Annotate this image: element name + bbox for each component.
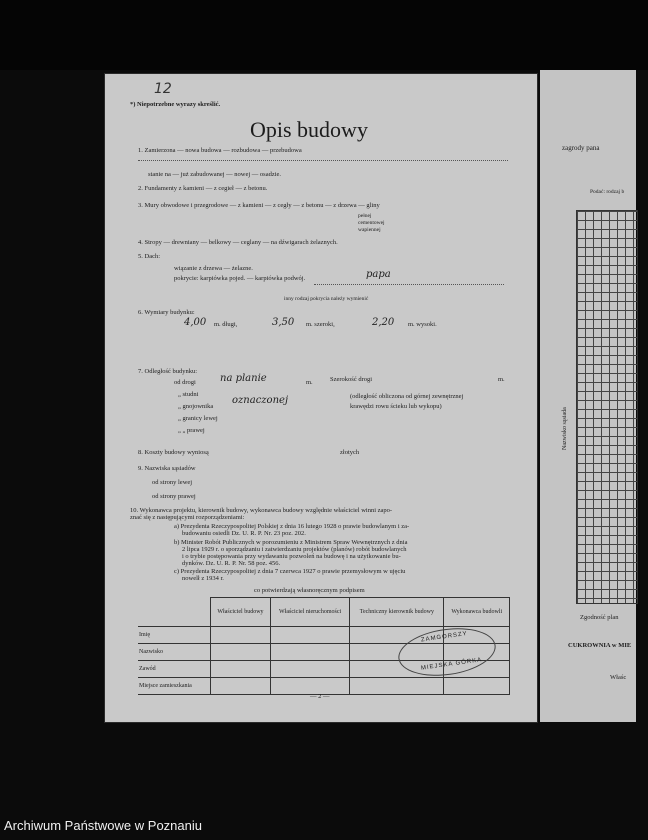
item-10c1: c) Prezydenta Rzeczypospolitej z dnia 7 czerwca 1927 o prawie przemysłowym w ujęciu [174,568,406,575]
item-10a2: budowaniu osiedli Dz. U. R. P. Nr. 23 poz. 202. [182,530,306,537]
item-3a: pełnej [358,213,372,219]
item-10b1: b) Minister Robót Publicznych w porozumieniu z Ministrem Spraw Wewnętrznych z dnia [174,539,408,546]
item-9: 9. Nazwiska sąsiadów [138,465,196,472]
row-label: Nazwisko [138,644,211,661]
item-10a1: a) Prezydenta Rzeczypospolitej Polskiej z dnia 16 lutego 1928 o prawie budowlanym i za- [174,523,410,530]
right-footer-3: Właśc [610,674,627,681]
item-1: 1. Zamierzona — nowa budowa — rozbudowa — przebudowa [138,147,302,154]
width-label: m. szeroki, [306,321,335,328]
top-dark-strip [0,0,648,70]
col-header-3: Wykonawca budowli [444,598,510,627]
right-page [540,70,636,722]
item-7a: od drogi [174,379,196,386]
item-3c: wapiennej [358,227,381,233]
item-10b2: 2 lipca 1929 r. o sporządzaniu i zatwierdzaniu projektów (planów) robót budowlanych [182,546,407,553]
item-5: 5. Dach: [138,253,161,260]
col-header-1: Właściciel nieruchomości [270,598,349,627]
item-5a: wiązanie z drzewa — żelazne. [174,265,253,272]
item-3b: cementowej [358,220,385,226]
length-value: 4,00 [184,317,207,328]
item-10b: znać się z następującymi rozporządzeniami: [130,514,245,521]
stamp-bottom-text: MIEJSKA GÓRKA [420,657,483,672]
page-foot: — 2 — [310,693,330,700]
road-note-1: (odległość obliczona od górnej zewnętrznej [350,393,464,400]
row-label: Imię [138,627,211,644]
road-width-unit: m. [498,376,505,383]
height-label: m. wysoki. [408,321,437,328]
item-9b: od strony prawej [152,493,196,500]
page-number-handwritten: 12 [154,81,172,97]
item-5b: pokrycie: karpiówka pojed. — karpiówka podwój. [174,275,306,282]
item-3: 3. Mury obwodowe i przegrodowe — z kamieni — z cegły — z betonu — z drzewa — gliny [138,202,380,209]
row-label: Miejsce zamieszkania [138,678,211,695]
col-header-2: Techniczny kierownik budowy [350,598,444,627]
right-footer-1: Zgodność plan [580,614,619,621]
item-10: 10. Wykonawca projektu, kierownik budowy, wykonawca budowy względnie właściciel winni zapo- [130,507,393,514]
row-label: Zawód [138,661,211,678]
manure-distance-handwritten: oznaczonej [232,395,289,406]
neighbor-name-vertical: Nazwisko sąsiada [562,407,568,450]
item-7c: „ gnojownika [178,403,214,410]
form-page [104,73,538,723]
item-7d: „ granicy lewej [178,415,218,422]
stamp-top-text: ZAMGORSZY [420,630,469,644]
item-4: 4. Stropy — drewniany — belkowy — ceglany — na dźwigarach żelaznych. [138,239,338,246]
item-7b: „ studni [178,391,199,398]
item-10b3: i o trybie postępowania przy wydawaniu pozwoleń na budowę i na użytkowanie bu- [182,553,401,560]
item-7e: „ „ prawej [178,427,205,434]
item-9a: od strony lewej [152,479,193,486]
item-2: 2. Fundamenty z kamieni — z cegieł — z betonu. [138,185,268,192]
dotted-line [138,159,508,161]
height-value: 2,20 [372,317,395,328]
graph-paper [576,210,638,604]
confirm-text: co potwierdzają własnoręcznym podpisem [254,587,365,594]
right-footer-2: CUKROWNIA w MIE [568,642,632,649]
table-row [138,678,510,695]
dotted-line [314,283,504,285]
item-7a-unit: m. [306,379,313,386]
right-header: zagrody pana [562,144,600,152]
col-header-0: Właściciel budowy [211,598,271,627]
length-label: m. długi, [214,321,238,328]
item-1b: stanie na — już zabudowanej — nowej — osadzie. [148,171,282,178]
road-width-label: Szerokość drogi [330,376,373,383]
table-corner [138,598,211,627]
item-6: 6. Wymiary budynku: [138,309,195,316]
item-7: 7. Odległość budynku: [138,368,198,375]
road-distance-handwritten: na planie [220,373,267,384]
footnote: *) Niepotrzebne wyrazy skreślić. [130,101,221,108]
page-title: Opis budowy [250,117,368,142]
item-10b4: dynków. Dz. U. R. P. Nr. 58 poz. 456. [182,560,281,567]
road-note-2: krawędzi rowu ścieku lub wykopu) [350,403,442,410]
item-8-unit: złotych [340,449,360,456]
item-5c: inny rodzaj pokrycia należy wymienić [284,296,369,302]
roofing-handwritten: papa [366,269,391,280]
item-10c2: nowelł z 1934 r. [182,575,224,582]
item-8: 8. Koszty budowy wyniosą [138,449,209,456]
width-value: 3,50 [272,317,295,328]
right-sub: Podać: rodzaj b [590,189,625,195]
archive-label: Archiwum Państwowe w Poznaniu [4,818,202,833]
